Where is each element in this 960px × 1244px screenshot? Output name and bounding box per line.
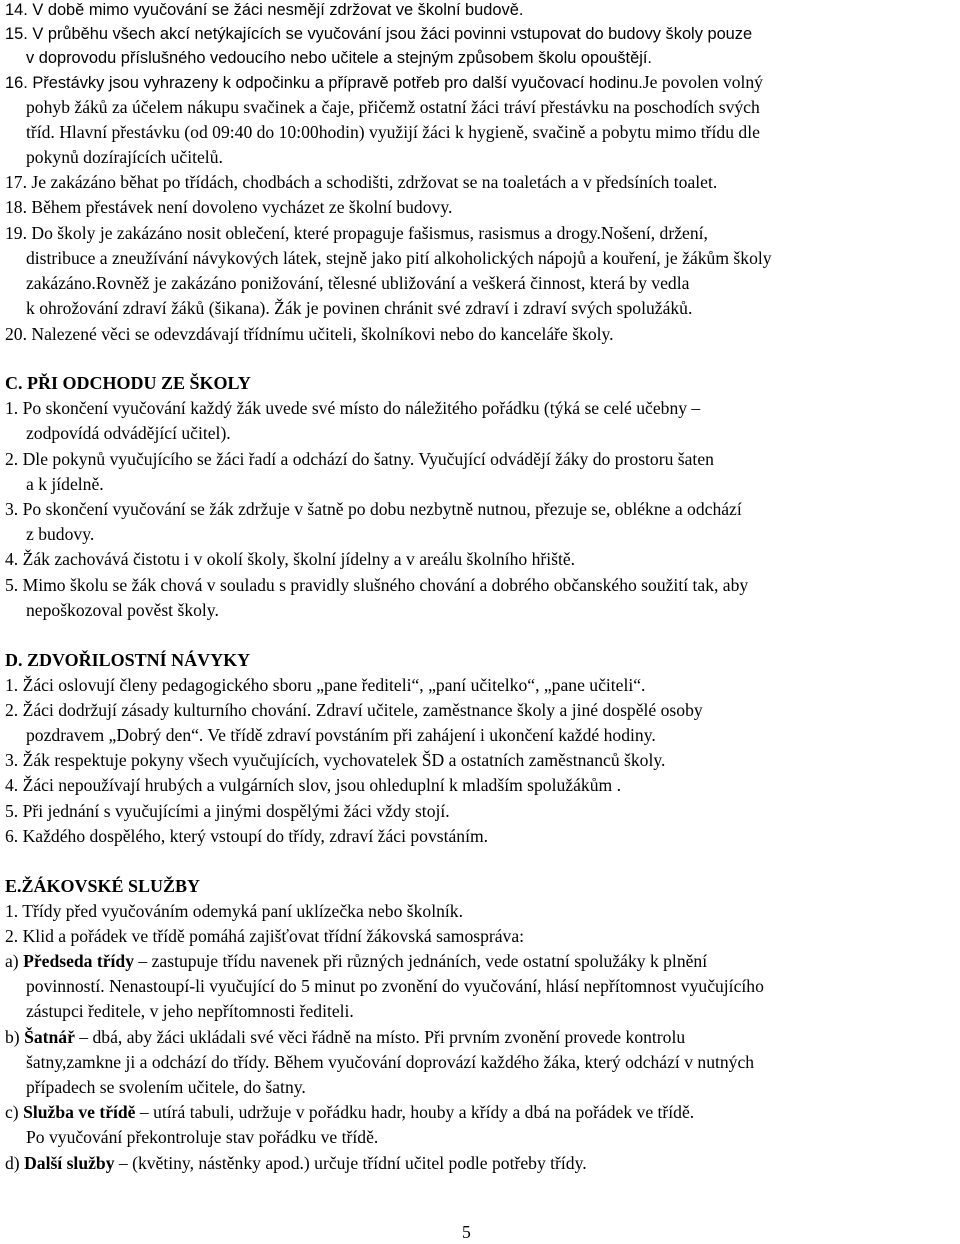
e-item-d-title: Další služby: [24, 1153, 115, 1173]
d-item-1: 1. Žáci oslovují členy pedagogického sboru „pane řediteli“, „paní učitelko“, „pane učiteli“.: [5, 675, 646, 695]
section-c-heading: C. PŘI ODCHODU ZE ŠKOLY: [5, 373, 251, 393]
rule-16-cont2: tříd. Hlavní přestávku (od 09:40 do 10:00hodin) využijí žáci k hygieně, svačině a pobytu mimo třídu dle: [26, 122, 760, 142]
rule-16: [5, 72, 763, 94]
rule-15-cont: v doprovodu příslušného vedoucího nebo učitele a stejným způsobem školu opouštějí.: [26, 49, 652, 67]
e-item-b-letter: b): [5, 1027, 25, 1047]
c-item-1: 1. Po skončení vyučování každý žák uvede své místo do náležitého pořádku (týká se celé učebny –: [5, 398, 701, 418]
d-item-4: 4. Žáci nepoužívají hrubých a vulgárních slov, jsou ohleduplní k mladším spolužákům .: [5, 775, 621, 795]
rule-16-cont1: pohyb žáků za účelem nákupu svačinek a čaje, přičemž ostatní žáci tráví přestávku na poschodích svých: [26, 97, 760, 117]
section-e-heading: E.ŽÁKOVSKÉ SLUŽBY: [5, 876, 201, 896]
rule-15: 15. V průběhu všech akcí netýkajících se vyučování jsou žáci povinni vstupovat do budovy školy pouze: [5, 25, 753, 43]
c-item-5: 5. Mimo školu se žák chová v souladu s pravidly slušného chování a dobrého občanského soužití tak, aby: [5, 575, 749, 595]
rule-17: 17. Je zakázáno běhat po třídách, chodbách a schodišti, zdržovat se na toaletách a v předsíních toalet.: [5, 172, 718, 192]
rule-16-part1: 16. Přestávky jsou vyhrazeny k odpočinku a přípravě potřeb pro další vyučovací hodinu.: [5, 74, 643, 92]
d-item-6: 6. Každého dospělého, který vstoupí do třídy, zdraví žáci povstáním.: [5, 826, 489, 846]
e-item-c-title: Služba ve třídě: [23, 1102, 136, 1122]
e-item-2: 2. Klid a pořádek ve třídě pomáhá zajišťovat třídní žákovská samospráva:: [5, 926, 525, 946]
c-item-3-cont: z budovy.: [26, 524, 95, 544]
e-item-d-text: – (květiny, nástěnky apod.) určuje třídní učitel podle potřeby třídy.: [114, 1153, 587, 1173]
d-item-5: 5. Při jednání s vyučujícími a jinými dospělými žáci vždy stojí.: [5, 801, 450, 821]
d-item-2-cont: pozdravem „Dobrý den“. Ve třídě zdraví povstáním při zahájení i ukončení každé hodiny.: [26, 725, 656, 745]
e-item-c: [5, 1102, 694, 1122]
d-item-2: 2. Žáci dodržují zásady kulturního chování. Zdraví učitele, zaměstnance školy a jiné dospělé osoby: [5, 700, 703, 720]
e-item-a-title: Předseda třídy: [23, 951, 135, 971]
e-item-a-cont1: povinností. Nenastoupí-li vyučující do 5 minut po zvonění do vyučování, hlásí nepřítomnost vyučujícího: [26, 976, 764, 996]
e-item-b: [5, 1027, 685, 1047]
e-item-a-cont2: zástupci ředitele, v jeho nepřítomnosti řediteli.: [26, 1001, 354, 1021]
e-item-d: [5, 1153, 587, 1173]
e-item-c-text: – utírá tabuli, udržuje v pořádku hadr, houby a křídy a dbá na pořádek ve třídě.: [135, 1102, 695, 1122]
rule-16-part2: Je povolen volný: [642, 72, 763, 92]
e-item-1: 1. Třídy před vyučováním odemyká paní uklízečka nebo školník.: [5, 901, 463, 921]
rule-18: 18. Během přestávek není dovoleno vycházet ze školní budovy.: [5, 197, 453, 217]
rule-19-cont3: k ohrožování zdraví žáků (šikana). Žák je povinen chránit své zdraví i zdraví svých spolužáků.: [26, 298, 693, 318]
e-item-c-letter: c): [5, 1102, 24, 1122]
e-item-a-text: – zastupuje třídu navenek při různých jednáních, vede ostatní spolužáky k plnění: [134, 951, 708, 971]
e-item-b-cont2: případech se svolením učitele, do šatny.: [26, 1077, 306, 1097]
rule-19-cont1: distribuce a zneužívání návykových látek, stejně jako pití alkoholických nápojů a kouření, je žákům školy: [26, 248, 772, 268]
e-item-b-title: Šatnář: [24, 1027, 75, 1047]
e-item-c-cont: Po vyučování překontroluje stav pořádku ve třídě.: [26, 1127, 379, 1147]
d-item-3: 3. Žák respektuje pokyny všech vyučujících, vychovatelek ŠD a ostatních zaměstnanců školy.: [5, 750, 666, 770]
c-item-1-cont: zodpovídá odvádějící učitel).: [26, 423, 231, 443]
rule-19: 19. Do školy je zakázáno nosit oblečení, které propaguje fašismus, rasismus a drogy.Nošení, držení,: [5, 223, 708, 243]
e-item-d-letter: d): [5, 1153, 25, 1173]
e-item-b-cont1: šatny,zamkne ji a odchází do třídy. Během vyučování doprovází každého žáka, který odchází v nutných: [26, 1052, 755, 1072]
rule-20: 20. Nalezené věci se odevzdávají třídnímu učiteli, školníkovi nebo do kanceláře školy.: [5, 324, 614, 344]
page-number: 5: [462, 1222, 471, 1242]
rule-19-cont2: zakázáno.Rovněž je zakázáno ponižování, tělesné ubližování a veškerá činnost, která by vedla: [26, 273, 690, 293]
c-item-3: 3. Po skončení vyučování se žák zdržuje v šatně po dobu nezbytně nutnou, přezuje se, oblékne a odchází: [5, 499, 742, 519]
e-item-b-text: – dbá, aby žáci ukládali své věci řádně na místo. Při prvním zvonění provede kontrolu: [74, 1027, 686, 1047]
e-item-a-letter: a): [5, 951, 24, 971]
rule-14: 14. V době mimo vyučování se žáci nesmějí zdržovat ve školní budově.: [5, 1, 524, 19]
c-item-2: 2. Dle pokynů vyučujícího se žáci řadí a odchází do šatny. Vyučující odvádějí žáky do prostoru šaten: [5, 449, 714, 469]
e-item-a: [5, 951, 707, 971]
c-item-2-cont: a k jídelně.: [26, 474, 104, 494]
c-item-5-cont: nepoškozoval pověst školy.: [26, 600, 219, 620]
section-d-heading: D. ZDVOŘILOSTNÍ NÁVYKY: [5, 650, 251, 670]
c-item-4: 4. Žák zachovává čistotu i v okolí školy, školní jídelny a v areálu školního hřiště.: [5, 549, 576, 569]
rule-16-cont3: pokynů dozírajících učitelů.: [26, 147, 223, 167]
